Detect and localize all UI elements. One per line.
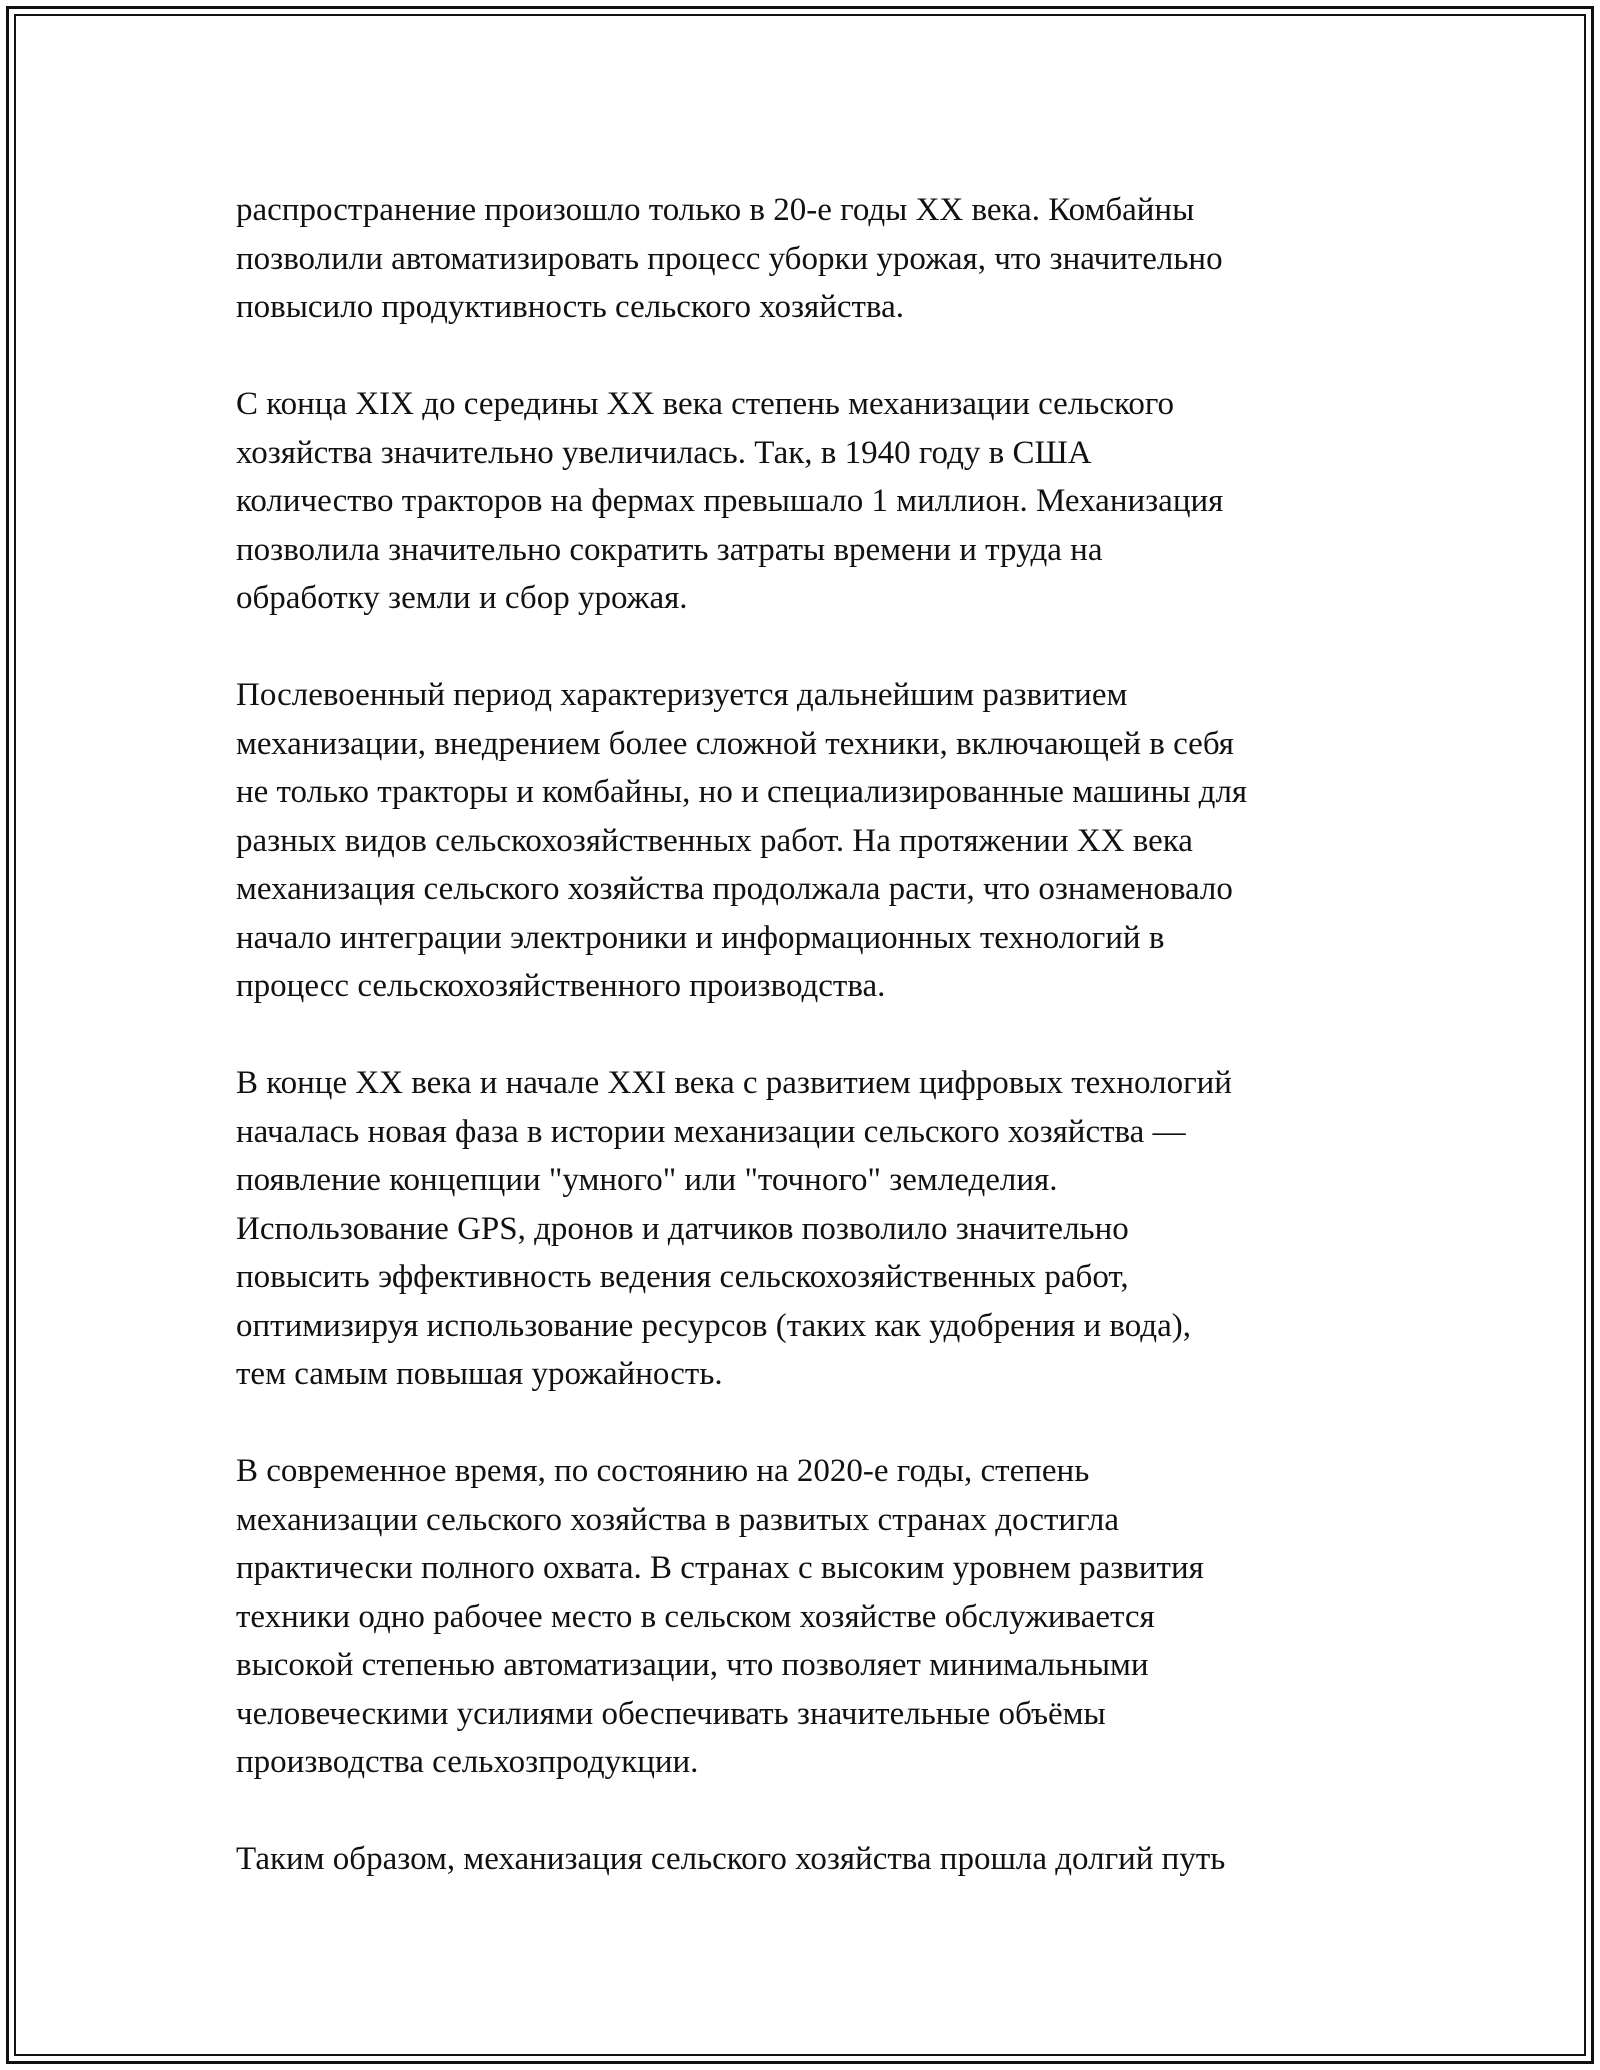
text-line: С конца XIX до середины XX века степень механизации сельского (236, 386, 1175, 422)
text-line: количество тракторов на фермах превышало 1 миллион. Механизация (236, 483, 1224, 519)
text-line: не только тракторы и комбайны, но и специализированные машины для (236, 774, 1248, 810)
text-line: появление концепции "умного" или "точного" земледелия. (236, 1162, 1058, 1198)
text-line: повысить эффективность ведения сельскохозяйственных работ, (236, 1259, 1129, 1295)
text-line: процесс сельскохозяйственного производства. (236, 968, 886, 1004)
paragraph (236, 1447, 1386, 1787)
paragraph (236, 380, 1386, 623)
text-line: человеческими усилиями обеспечивать значительные объёмы (236, 1695, 1106, 1732)
text-line: позволила значительно сократить затраты времени и труда на (236, 531, 1103, 568)
text-line: высокой степенью автоматизации, что позволяет минимальными (236, 1647, 1149, 1683)
text-line: хозяйства значительно увеличилась. Так, в 1940 году в США (236, 434, 1092, 471)
paragraph (236, 1059, 1386, 1399)
paragraph (236, 671, 1386, 1011)
text-line: В конце XX века и начале XXI века с развитием цифровых технологий (236, 1065, 1232, 1101)
text-line: практически полного охвата. В странах с высоким уровнем развития (236, 1550, 1204, 1586)
document-body (236, 186, 1386, 1932)
text-line: Использование GPS, дронов и датчиков позволило значительно (236, 1210, 1129, 1247)
text-line: обработку земли и сбор урожая. (236, 580, 688, 616)
paragraph (236, 186, 1386, 332)
text-line: распространение произошло только в 20-е годы XX века. Комбайны (236, 192, 1195, 228)
text-line: Таким образом, механизация сельского хозяйства прошла долгий путь (236, 1841, 1226, 1877)
text-line: тем самым повышая урожайность. (236, 1356, 723, 1392)
text-line: позволили автоматизировать процесс уборки урожая, что значительно (236, 240, 1223, 277)
text-line: оптимизируя использование ресурсов (таких как удобрения и вода), (236, 1307, 1191, 1344)
text-line: началась новая фаза в истории механизации сельского хозяйства — (236, 1113, 1186, 1150)
text-line: Послевоенный период характеризуется дальнейшим развитием (236, 677, 1128, 713)
text-line: механизация сельского хозяйства продолжала расти, что ознаменовало (236, 871, 1233, 907)
text-line: В современное время, по состоянию на 2020-е годы, степень (236, 1453, 1090, 1489)
paragraph (236, 1835, 1386, 1884)
text-line: механизации, внедрением более сложной техники, включающей в себя (236, 725, 1234, 762)
text-line: техники одно рабочее место в сельском хозяйстве обслуживается (236, 1598, 1155, 1635)
text-line: механизации сельского хозяйства в развитых странах достигла (236, 1501, 1120, 1538)
text-line: производства сельхозпродукции. (236, 1744, 699, 1780)
text-line: разных видов сельскохозяйственных работ. На протяжении XX века (236, 822, 1193, 859)
text-line: начало интеграции электроники и информационных технологий в (236, 919, 1165, 956)
text-line: повысило продуктивность сельского хозяйства. (236, 289, 904, 325)
